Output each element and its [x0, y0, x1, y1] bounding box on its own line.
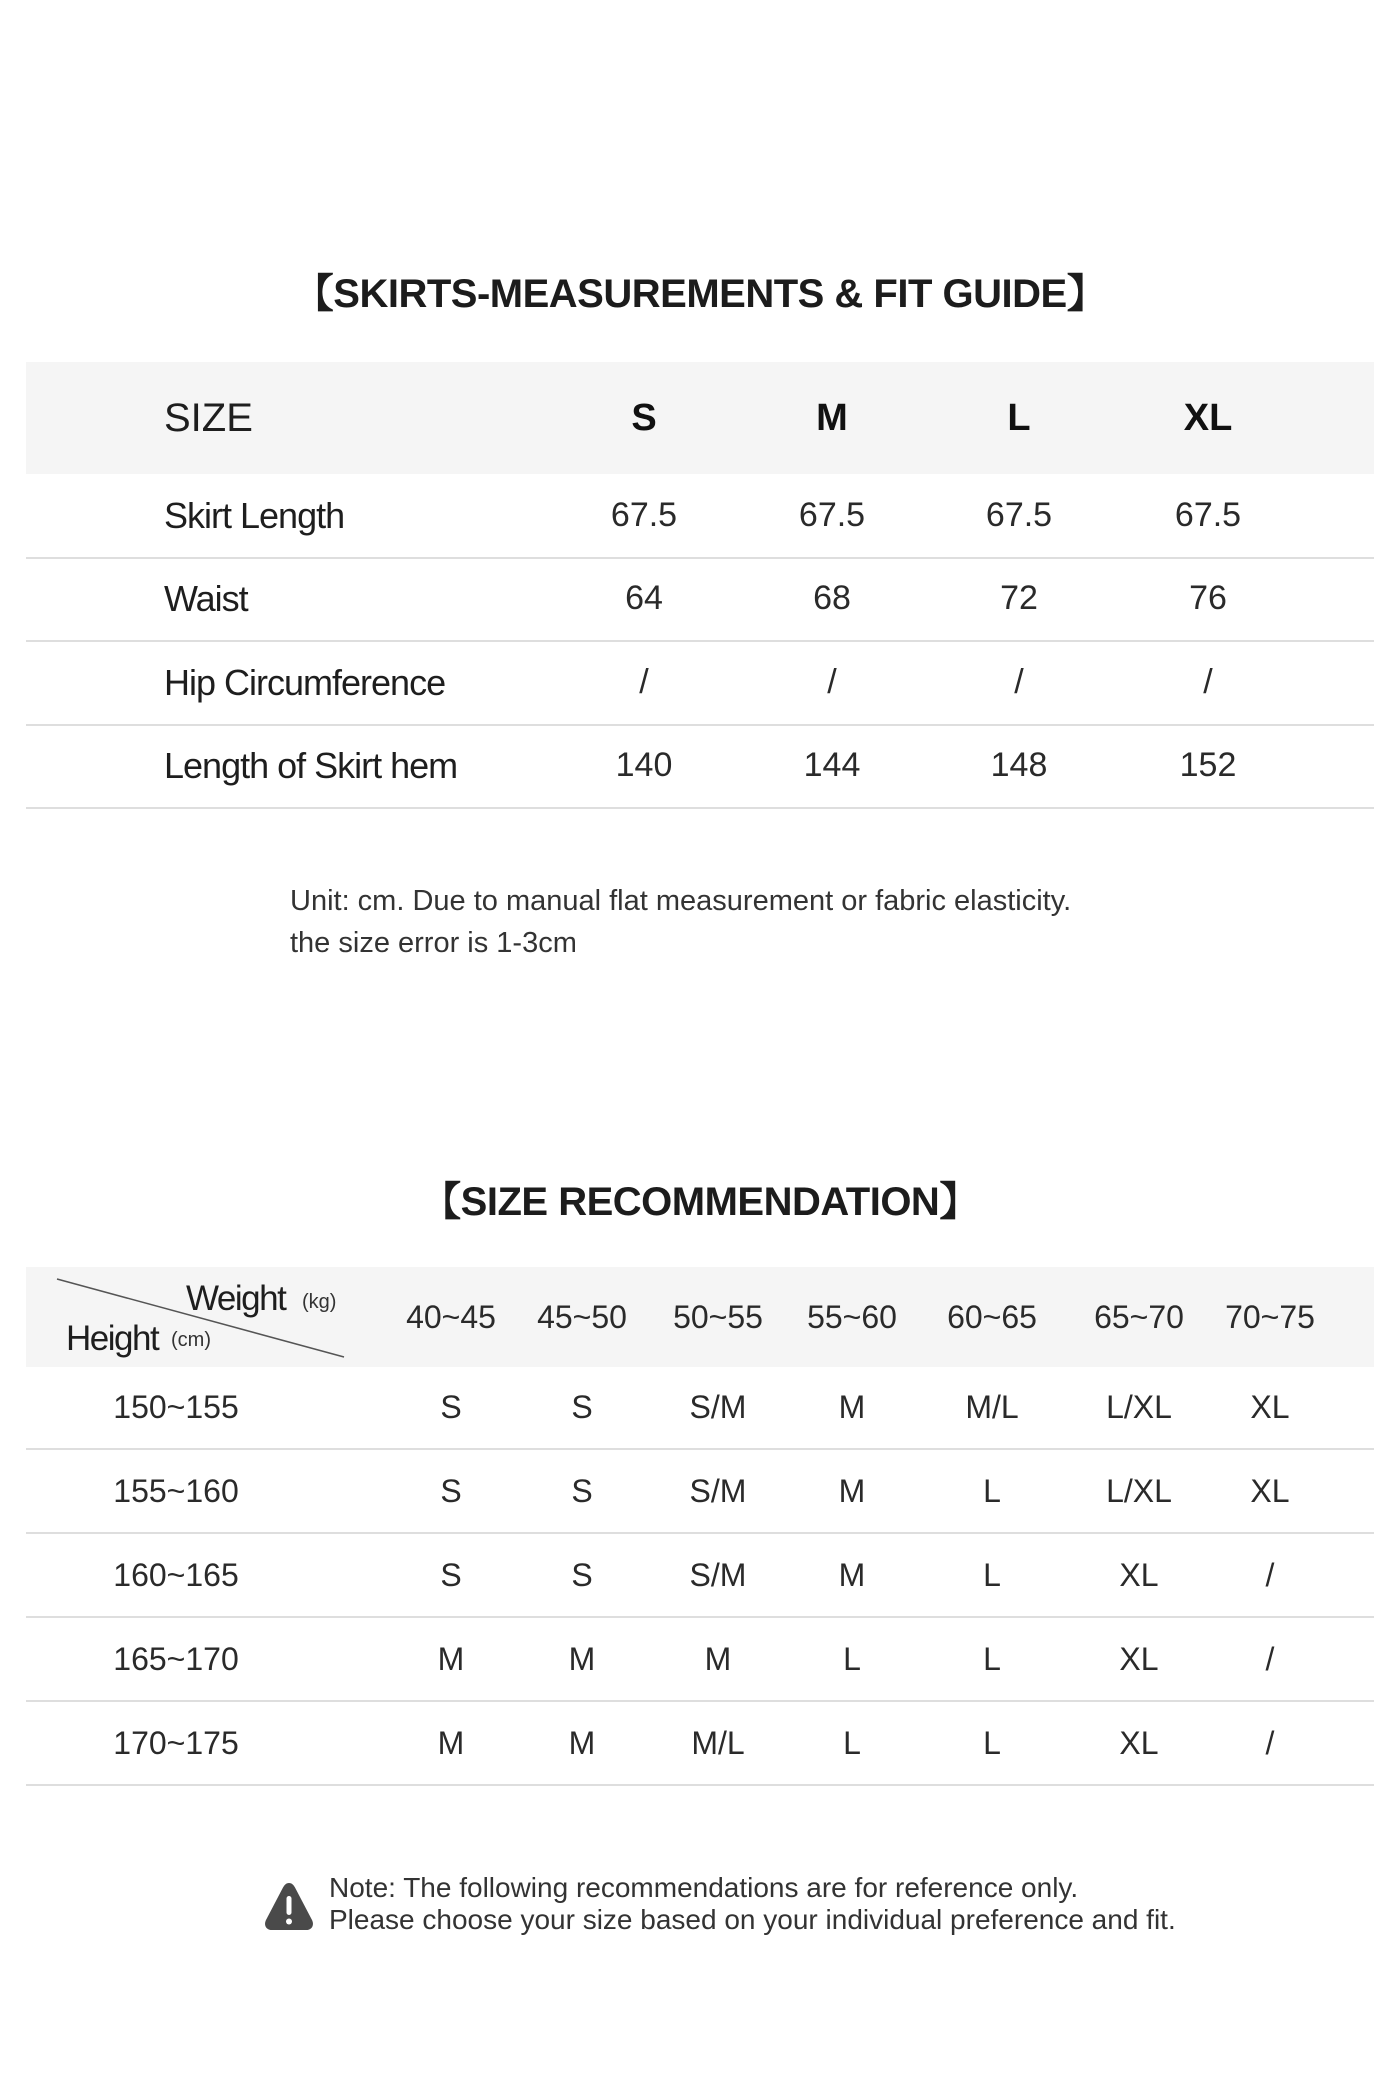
- size-cell: S/M: [689, 1557, 747, 1593]
- size-cell: S/M: [689, 1473, 747, 1509]
- height-range: 165~170: [113, 1641, 239, 1677]
- size-cell: /: [1265, 1641, 1275, 1677]
- row-label: Hip Circumference: [164, 661, 446, 703]
- value-cell: /: [1203, 663, 1213, 701]
- size-cell: M/L: [691, 1725, 745, 1761]
- size-cell: S: [571, 1557, 593, 1593]
- recommendation-note-line-1: Note: The following recommendations are for reference only.: [329, 1872, 1079, 1903]
- size-cell: XL: [1250, 1389, 1290, 1425]
- value-cell: /: [639, 663, 649, 701]
- value-cell: /: [1014, 663, 1024, 701]
- size-header-label: SIZE: [164, 395, 253, 440]
- value-cell: 144: [803, 746, 861, 784]
- size-cell: S: [440, 1389, 462, 1425]
- size-cell: L: [983, 1725, 1001, 1761]
- size-cell: M: [568, 1641, 596, 1677]
- measurement-row-hem-length: [26, 724, 1374, 809]
- size-cell: M: [568, 1725, 596, 1761]
- weight-header: 50~55: [673, 1298, 763, 1335]
- measurements-header-row: [26, 362, 1374, 474]
- value-cell: 140: [615, 746, 673, 784]
- recommendation-row: [26, 1451, 1374, 1534]
- size-header-xl: XL: [1183, 396, 1233, 439]
- size-cell: L: [843, 1641, 861, 1677]
- weight-unit-label: (kg): [302, 1291, 337, 1313]
- row-label: Waist: [164, 577, 248, 619]
- size-cell: M: [838, 1473, 866, 1509]
- size-cell: M: [838, 1557, 866, 1593]
- size-cell: M/L: [965, 1389, 1019, 1425]
- size-cell: L: [983, 1473, 1001, 1509]
- size-cell: S: [440, 1557, 462, 1593]
- value-cell: 67.5: [798, 496, 866, 534]
- value-cell: 76: [1189, 579, 1227, 617]
- weight-header: 70~75: [1225, 1298, 1315, 1335]
- measurement-row-hip: [26, 641, 1374, 726]
- size-cell: L: [843, 1725, 861, 1761]
- size-cell: S: [571, 1389, 593, 1425]
- recommendation-header-row: [26, 1267, 1374, 1367]
- size-cell: S: [571, 1473, 593, 1509]
- size-cell: L: [983, 1557, 1001, 1593]
- size-cell: M: [704, 1641, 732, 1677]
- value-cell: 72: [1000, 579, 1038, 617]
- unit-note: [290, 880, 1071, 964]
- size-cell: L/XL: [1106, 1473, 1172, 1509]
- size-cell: M: [437, 1725, 465, 1761]
- weight-header: 55~60: [807, 1298, 897, 1335]
- value-cell: 67.5: [985, 496, 1053, 534]
- weight-header: 60~65: [947, 1298, 1037, 1335]
- measurement-row-waist: [26, 557, 1374, 642]
- recommendation-row: [26, 1619, 1374, 1702]
- value-cell: 67.5: [1174, 496, 1242, 534]
- size-cell: XL: [1119, 1641, 1159, 1677]
- warning-icon: [262, 1880, 316, 1934]
- value-cell: 68: [813, 579, 851, 617]
- size-header-s: S: [631, 396, 657, 439]
- value-cell: 148: [990, 746, 1048, 784]
- weight-header: 40~45: [406, 1298, 496, 1335]
- row-label: Length of Skirt hem: [164, 744, 458, 786]
- size-cell: M: [437, 1641, 465, 1677]
- weight-height-corner-cell: [26, 1267, 356, 1367]
- row-label: Skirt Length: [164, 494, 345, 536]
- recommendation-note: [329, 1872, 1176, 1936]
- height-unit-label: (cm): [171, 1329, 211, 1351]
- value-cell: 67.5: [610, 496, 678, 534]
- size-cell: S: [440, 1473, 462, 1509]
- value-cell: 64: [625, 579, 663, 617]
- unit-note-line-2: the size error is 1-3cm: [290, 927, 577, 959]
- size-cell: L/XL: [1106, 1389, 1172, 1425]
- size-cell: XL: [1250, 1473, 1290, 1509]
- height-range: 170~175: [113, 1725, 239, 1761]
- unit-note-line-1: Unit: cm. Due to manual flat measurement or fabric elasticity.: [290, 885, 1072, 917]
- size-header-m: M: [816, 396, 848, 439]
- height-range: 155~160: [113, 1473, 239, 1509]
- value-cell: 152: [1179, 746, 1237, 784]
- size-cell: XL: [1119, 1557, 1159, 1593]
- weight-header: 45~50: [537, 1298, 627, 1335]
- height-axis-label: Height: [66, 1319, 159, 1358]
- value-cell: /: [827, 663, 837, 701]
- size-cell: XL: [1119, 1725, 1159, 1761]
- recommendation-row: [26, 1703, 1374, 1786]
- size-cell: M: [838, 1389, 866, 1425]
- recommendation-title: 【SIZE RECOMMENDATION】: [421, 1180, 979, 1224]
- recommendation-row: [26, 1367, 1374, 1450]
- height-range: 150~155: [113, 1389, 239, 1425]
- size-cell: /: [1265, 1725, 1275, 1761]
- size-header-l: L: [1007, 396, 1031, 439]
- weight-axis-label: Weight: [186, 1279, 286, 1318]
- measurement-row-skirt-length: [26, 474, 1374, 559]
- recommendation-note-line-2: Please choose your size based on your individual preference and fit.: [329, 1904, 1176, 1935]
- height-range: 160~165: [113, 1557, 239, 1593]
- size-cell: S/M: [689, 1389, 747, 1425]
- size-cell: /: [1265, 1557, 1275, 1593]
- weight-header: 65~70: [1094, 1298, 1184, 1335]
- measurements-title: 【SKIRTS-MEASUREMENTS & FIT GUIDE】: [293, 272, 1107, 316]
- recommendation-row: [26, 1535, 1374, 1618]
- size-cell: L: [983, 1641, 1001, 1677]
